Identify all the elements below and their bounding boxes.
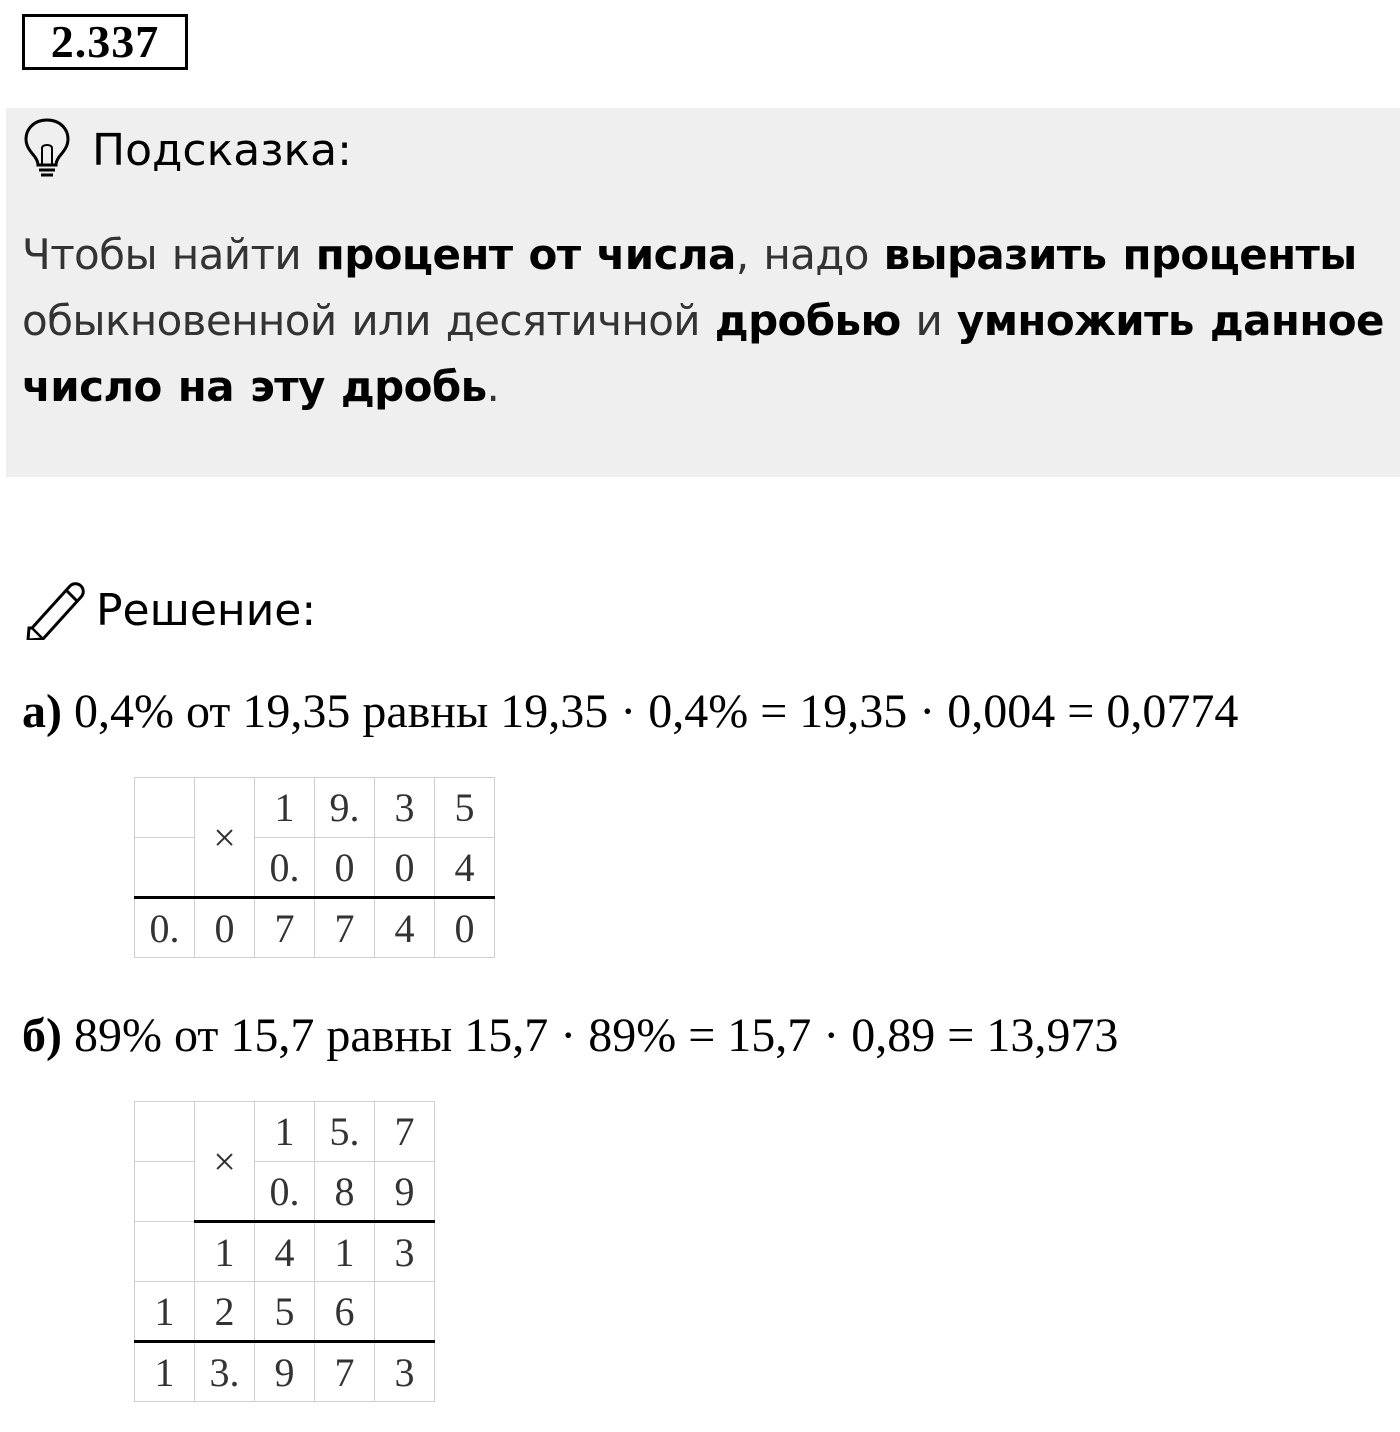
grid-cell: 9 xyxy=(375,1162,435,1222)
grid-cell: 5 xyxy=(435,778,495,838)
grid-cell: 1 xyxy=(315,1222,375,1282)
grid-row xyxy=(135,1102,435,1162)
grid-cell: 0. xyxy=(135,898,195,958)
part-b-label: б) xyxy=(22,1009,62,1062)
grid-cell: 4 xyxy=(375,898,435,958)
grid-cell: 0 xyxy=(435,898,495,958)
grid-cell: 3 xyxy=(375,778,435,838)
grid-cell: 0 xyxy=(315,838,375,898)
hint-run: обыкновенной или десятичной xyxy=(22,296,715,345)
grid-cell: 0 xyxy=(195,898,255,958)
solution-title: Решение: xyxy=(96,585,317,636)
hint-title: Подсказка: xyxy=(92,125,352,176)
grid-cell xyxy=(375,1282,435,1342)
grid-cell: 9. xyxy=(315,778,375,838)
grid-cell: 4 xyxy=(255,1222,315,1282)
grid-cell: 7 xyxy=(315,898,375,958)
grid-cell: 1 xyxy=(255,778,315,838)
times-sign: × xyxy=(195,1102,255,1222)
part-a-label: а) xyxy=(22,685,62,738)
grid-cell: 7 xyxy=(315,1342,375,1402)
grid-cell: 1 xyxy=(135,1342,195,1402)
grid-cell: 0. xyxy=(255,838,315,898)
hint-bold-run: выразить проценты xyxy=(883,230,1357,279)
hint-run: Чтобы найти xyxy=(22,230,316,279)
hint-text xyxy=(22,222,1392,420)
grid-cell xyxy=(135,838,195,898)
grid-cell: 0. xyxy=(255,1162,315,1222)
grid-row xyxy=(135,1162,435,1222)
grid-cell: 3 xyxy=(375,1342,435,1402)
grid-cell: 1 xyxy=(255,1102,315,1162)
solution-part-b xyxy=(22,1008,1118,1064)
grid-row xyxy=(135,898,495,958)
lightbulb-icon xyxy=(22,116,72,180)
grid-cell: 8 xyxy=(315,1162,375,1222)
part-b-text: 89% от 15,7 равны 15,7 · 89% = 15,7 · 0,89 = 13,973 xyxy=(61,1009,1119,1062)
grid-cell: 4 xyxy=(435,838,495,898)
grid-cell xyxy=(135,778,195,838)
grid-cell: 9 xyxy=(255,1342,315,1402)
pencil-icon xyxy=(24,578,90,640)
grid-cell: 3 xyxy=(375,1222,435,1282)
grid-cell: 2 xyxy=(195,1282,255,1342)
hint-bold-run: умножить данное число на эту дробь xyxy=(22,296,1384,411)
grid-cell xyxy=(135,1162,195,1222)
grid-cell xyxy=(135,1222,195,1282)
hint-run: и xyxy=(900,296,957,345)
grid-row xyxy=(135,1222,435,1282)
grid-row xyxy=(135,838,495,898)
problem-number: 2.337 xyxy=(22,14,188,70)
multiplication-grid-b xyxy=(134,1101,435,1402)
multiplication-grid-a xyxy=(134,777,495,958)
grid-row xyxy=(135,1342,435,1402)
grid-cell: 0 xyxy=(375,838,435,898)
part-a-text: 0,4% от 19,35 равны 19,35 · 0,4% = 19,35 · 0,004 = 0,0774 xyxy=(61,685,1239,738)
grid-cell: 7 xyxy=(255,898,315,958)
grid-cell: 6 xyxy=(315,1282,375,1342)
grid-cell: 1 xyxy=(135,1282,195,1342)
grid-cell: 5 xyxy=(255,1282,315,1342)
hint-run: . xyxy=(486,362,500,411)
grid-row xyxy=(135,778,495,838)
hint-bold-run: дробью xyxy=(714,296,901,345)
grid-row xyxy=(135,1282,435,1342)
hint-bold-run: процент от числа xyxy=(315,230,736,279)
solution-part-a xyxy=(22,684,1238,740)
grid-cell: 3. xyxy=(195,1342,255,1402)
hint-run: , надо xyxy=(735,230,884,279)
grid-cell: 1 xyxy=(195,1222,255,1282)
times-sign: × xyxy=(195,778,255,898)
grid-cell: 5. xyxy=(315,1102,375,1162)
grid-cell xyxy=(135,1102,195,1162)
grid-cell: 7 xyxy=(375,1102,435,1162)
